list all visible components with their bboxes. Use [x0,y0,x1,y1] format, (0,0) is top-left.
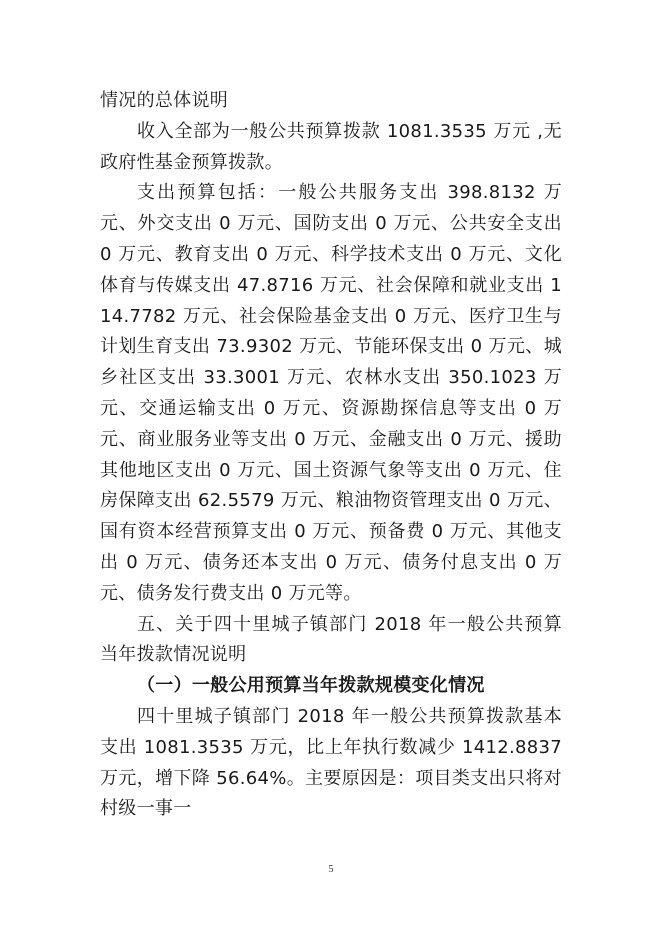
subsection-heading-one: （一）一般公用预算当年拨款规模变化情况 [137,675,485,697]
paragraph-continuation: 情况的总体说明 [100,90,229,111]
paragraph-expenditure: 支出预算包括：一般公共服务支出 398.8132 万元、外交支出 0 万元、国防支出 0 万元、公共安全支出 0 万元、教育支出 0 万元、科学技术支出 0 万元、文化体育与传媒支出 47.8716 万元、社会保障和就业支出 114.7782 万元、社会保险基金支出 0 万元、医疗卫生与计划生育支出 73.9302 万元、节能环保支出 0 万元、城乡社区支出 33.3001 万元、农林水支出 350.1023 万元、交通运输支出 0 万元、资源勘探信息等支出 0 万元、商业服务业等支出 0 万元、金融支出 0 万元、援助其他地区支出 0 万元、国土资源气象等支出 0 万元、住房保障支出 62.5579 万元、粮油物资管理支出 0 万元、国有资本经营预算支出 0 万元、预备费 0 万元、其他支出 0 万元、债务还本支出 0 万元、债务付息支出 0 万元、债务发行费支出 0 万元等。 [100,182,562,604]
page-number: 5 [328,864,334,875]
paragraph-income: 收入全部为一般公共预算拨款 1081.3535 万元 ,无政府性基金预算拨款。 [100,120,562,173]
document-body [100,86,562,825]
section-heading-five: 五、关于四十里城子镇部门 2018 年一般公共预算当年拨款情况说明 [100,613,562,666]
paragraph-basic-expenditure: 四十里城子镇部门 2018 年一般公共预算拨款基本支出 1081.3535 万元，比上年执行数减少 1412.8837 万元，增下降 56.64%。主要原因是：项目类支出只将对村级一事一 [100,705,562,820]
